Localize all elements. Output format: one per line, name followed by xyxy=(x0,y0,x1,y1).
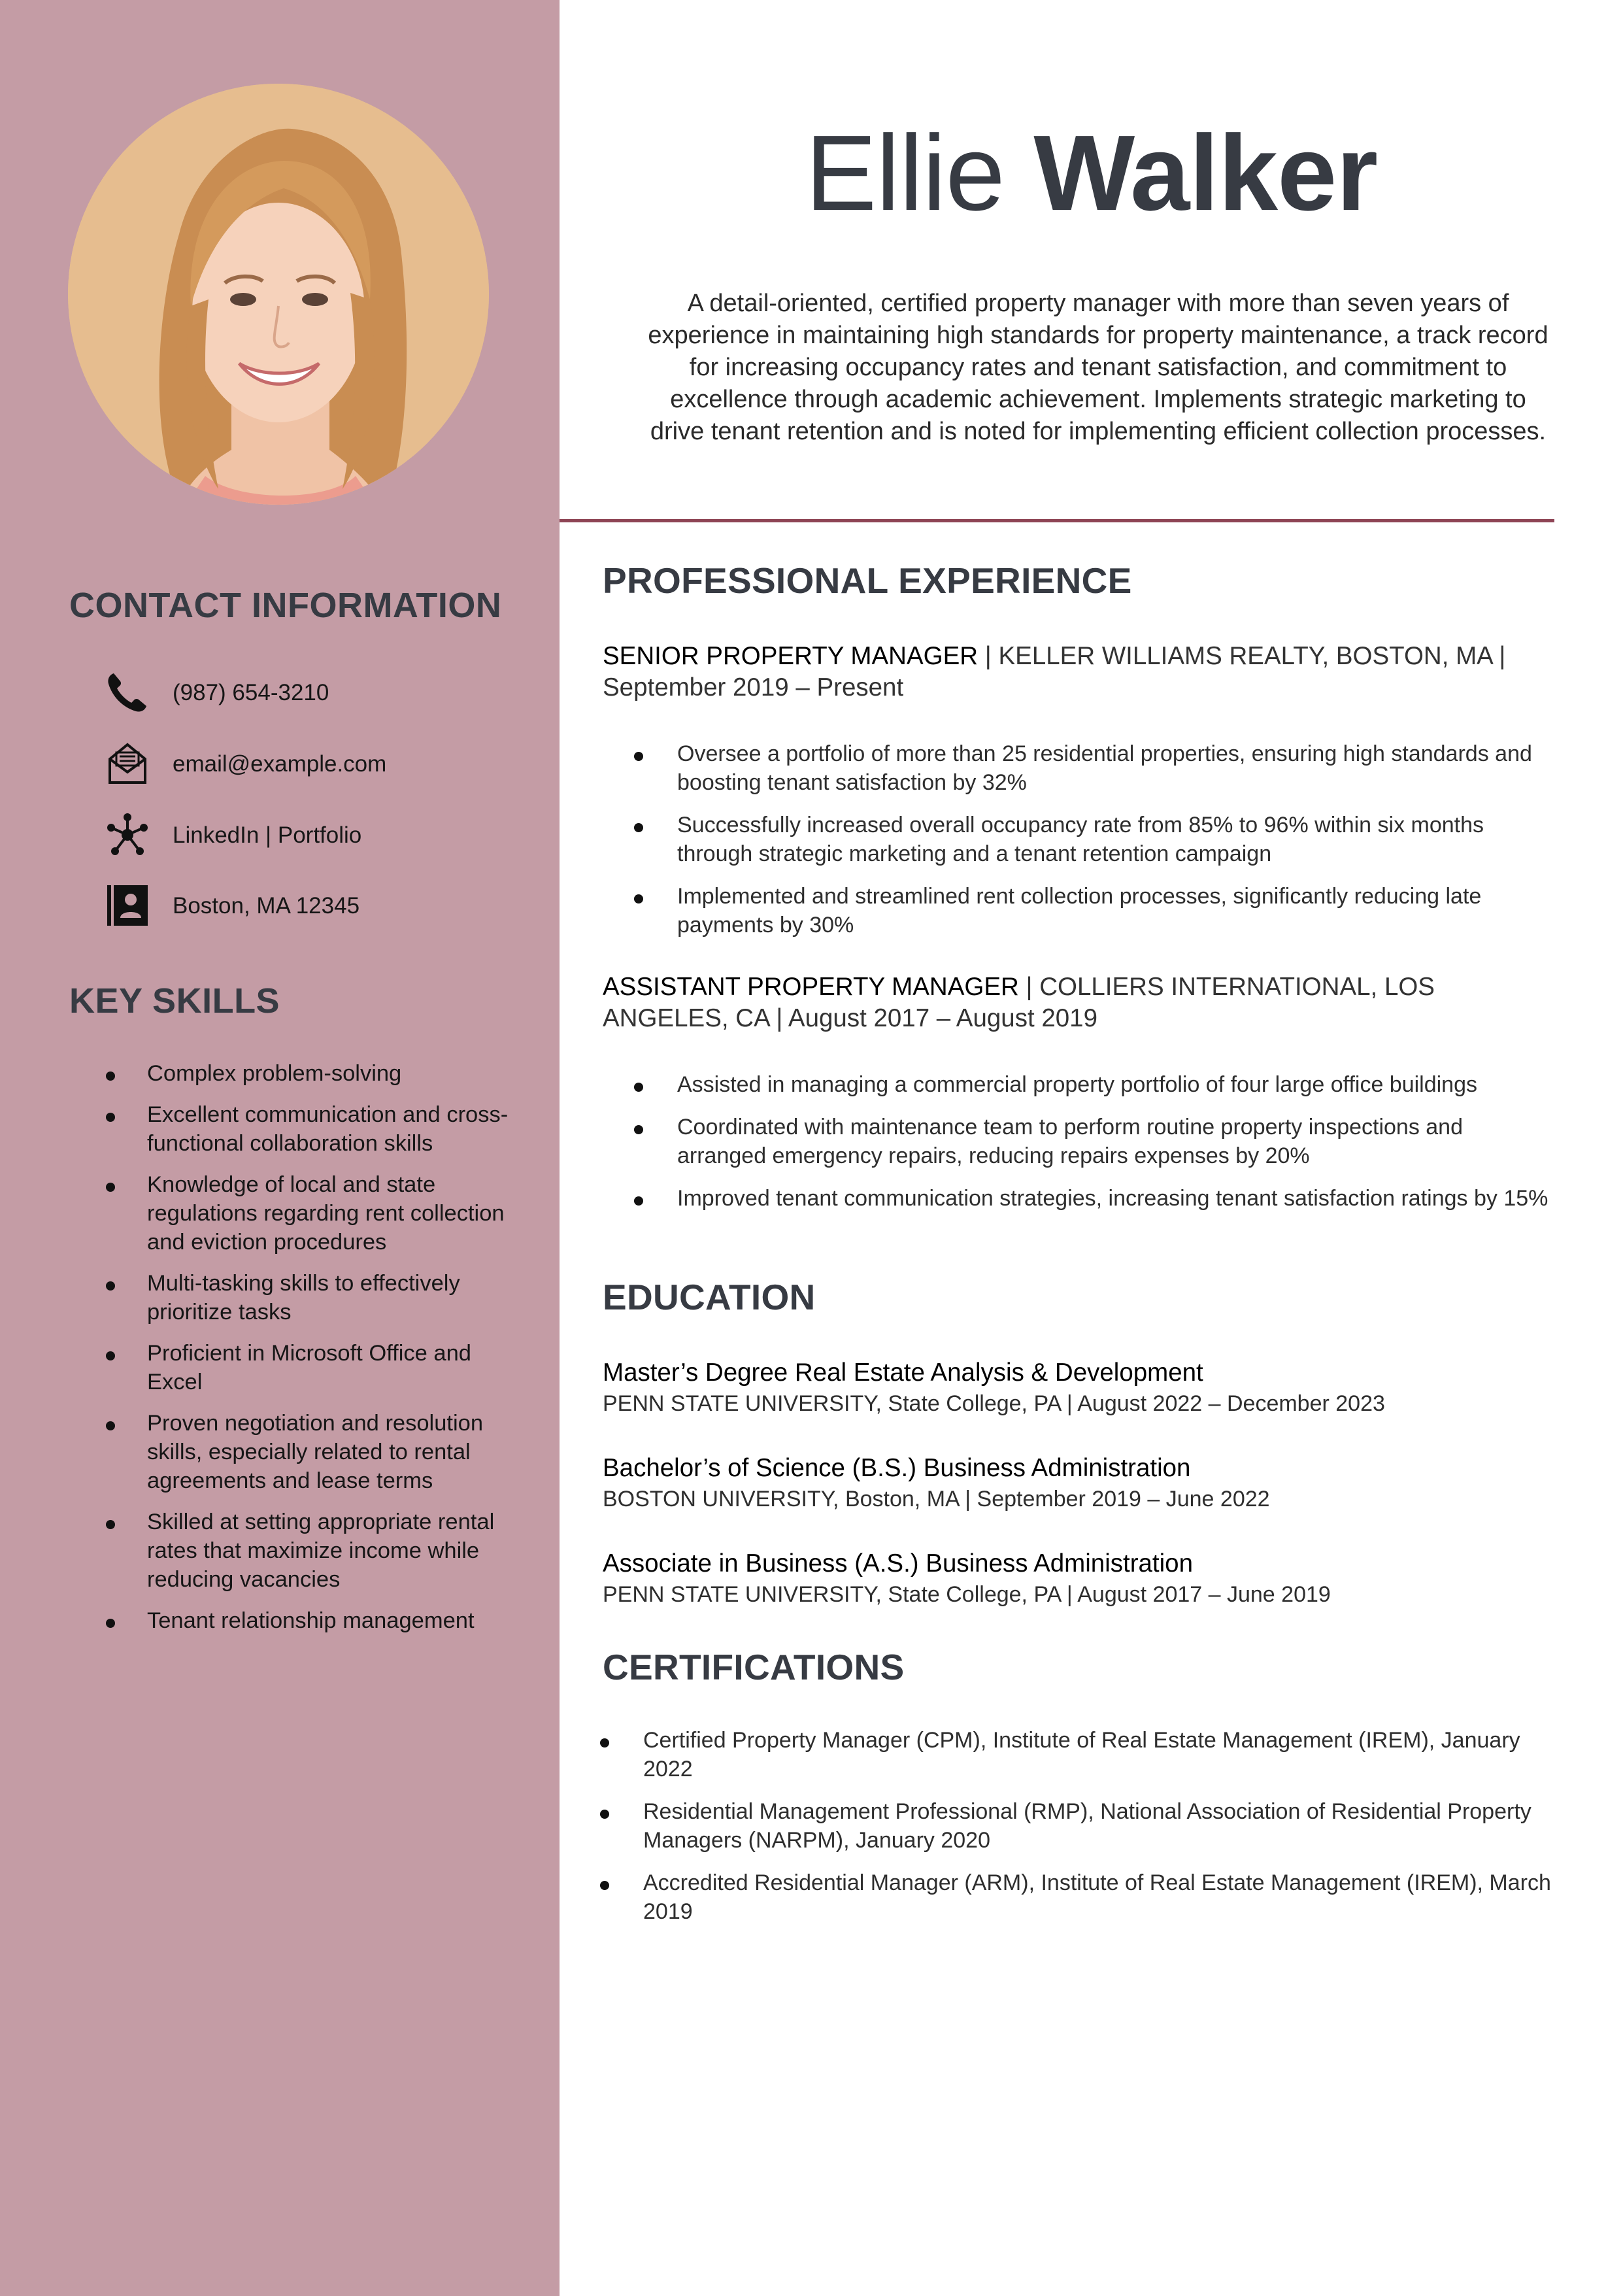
education-degree: Master’s Degree Real Estate Analysis & Development xyxy=(603,1359,1203,1387)
contact-heading: CONTACT INFORMATION xyxy=(69,586,502,625)
contact-email[interactable] xyxy=(105,737,536,789)
job-bullets xyxy=(634,739,1549,953)
job-bullet: Implemented and streamlined rent collection processes, significantly reducing late payments by 30% xyxy=(634,882,1549,939)
skill-item: Proficient in Microsoft Office and Excel xyxy=(105,1339,523,1396)
job-bullet: Coordinated with maintenance team to perform routine property inspections and arranged emergency repairs, reducing repairs expenses by 20% xyxy=(634,1113,1549,1170)
job-title xyxy=(603,641,1531,703)
last-name: Walker xyxy=(1033,113,1378,233)
candidate-name xyxy=(560,111,1623,235)
skill-item: Proven negotiation and resolution skills, especially related to rental agreements and lease terms xyxy=(105,1409,523,1495)
phone-number: (987) 654-3210 xyxy=(173,680,329,705)
education-degree: Associate in Business (A.S.) Business Administration xyxy=(603,1549,1194,1578)
certification-item: Accredited Residential Manager (ARM), Institute of Real Estate Management (IREM), March 2019 xyxy=(600,1868,1554,1926)
address-text: Boston, MA 12345 xyxy=(173,893,360,919)
education-school: PENN STATE UNIVERSITY, State College, PA | August 2017 – June 2019 xyxy=(603,1582,1331,1607)
header-divider xyxy=(560,519,1554,522)
linkedin-portfolio-link[interactable]: LinkedIn | Portfolio xyxy=(173,822,362,848)
skill-item: Multi-tasking skills to effectively prioritize tasks xyxy=(105,1269,523,1326)
job-bullet: Assisted in managing a commercial property portfolio of four large office buildings xyxy=(634,1070,1549,1099)
experience-heading: PROFESSIONAL EXPERIENCE xyxy=(603,560,1132,601)
skills-heading: KEY SKILLS xyxy=(69,981,280,1021)
contact-address xyxy=(105,879,536,931)
job-details: | KELLER WILLIAMS REALTY, BOSTON, MA | September 2019 – Present xyxy=(603,642,1506,701)
contact-links[interactable] xyxy=(105,808,536,860)
skill-item: Complex problem-solving xyxy=(105,1059,523,1088)
job-details: | COLLIERS INTERNATIONAL, LOS ANGELES, CA | August 2017 – August 2019 xyxy=(603,973,1435,1032)
certification-item: Residential Management Professional (RMP), National Association of Residential Property Managers (NARPM), January 2020 xyxy=(600,1797,1554,1855)
skill-item: Knowledge of local and state regulations regarding rent collection and eviction procedures xyxy=(105,1170,523,1257)
job-bullet: Improved tenant communication strategies, increasing tenant satisfaction ratings by 15% xyxy=(634,1184,1549,1213)
envelope-icon xyxy=(105,741,150,786)
education-heading: EDUCATION xyxy=(603,1277,816,1317)
profile-photo xyxy=(68,84,489,505)
education-school: PENN STATE UNIVERSITY, State College, PA | August 2022 – December 2023 xyxy=(603,1391,1385,1416)
certification-item: Certified Property Manager (CPM), Institute of Real Estate Management (IREM), January 2022 xyxy=(600,1726,1554,1783)
certifications-heading: CERTIFICATIONS xyxy=(603,1647,905,1687)
first-name: Ellie xyxy=(805,113,1005,233)
email-address: email@example.com xyxy=(173,751,387,777)
education-degree: Bachelor’s of Science (B.S.) Business Administration xyxy=(603,1454,1191,1482)
job-role: ASSISTANT PROPERTY MANAGER xyxy=(603,973,1019,1001)
skill-item: Tenant relationship management xyxy=(105,1606,523,1635)
sidebar xyxy=(0,0,560,2296)
skills-list xyxy=(105,1059,523,1647)
contact-phone xyxy=(105,666,536,718)
professional-summary: A detail-oriented, certified property manager with more than seven years of experience in maintaining high standards for property maintenance, a track record for increasing occupancy rates and tenant satisfaction, and commitment to excellence through academic achievement. Implements strategic marketing to drive tenant retention and is noted for implementing efficient collection processes. xyxy=(648,290,1548,445)
network-icon xyxy=(105,812,150,858)
job-bullet: Successfully increased overall occupancy rate from 85% to 96% within six months through strategic marketing and a tenant retention campaign xyxy=(634,811,1549,868)
education-school: BOSTON UNIVERSITY, Boston, MA | September 2019 – June 2022 xyxy=(603,1487,1270,1511)
address-book-icon xyxy=(105,883,150,928)
job-bullet: Oversee a portfolio of more than 25 residential properties, ensuring high standards and boosting tenant satisfaction by 32% xyxy=(634,739,1549,797)
job-title xyxy=(603,971,1531,1034)
phone-icon xyxy=(105,669,150,715)
skill-item: Skilled at setting appropriate rental rates that maximize income while reducing vacancies xyxy=(105,1508,523,1594)
job-bullets xyxy=(634,1070,1549,1226)
certifications-list xyxy=(600,1726,1554,1940)
job-role: SENIOR PROPERTY MANAGER xyxy=(603,642,979,670)
skill-item: Excellent communication and cross-functional collaboration skills xyxy=(105,1100,523,1158)
